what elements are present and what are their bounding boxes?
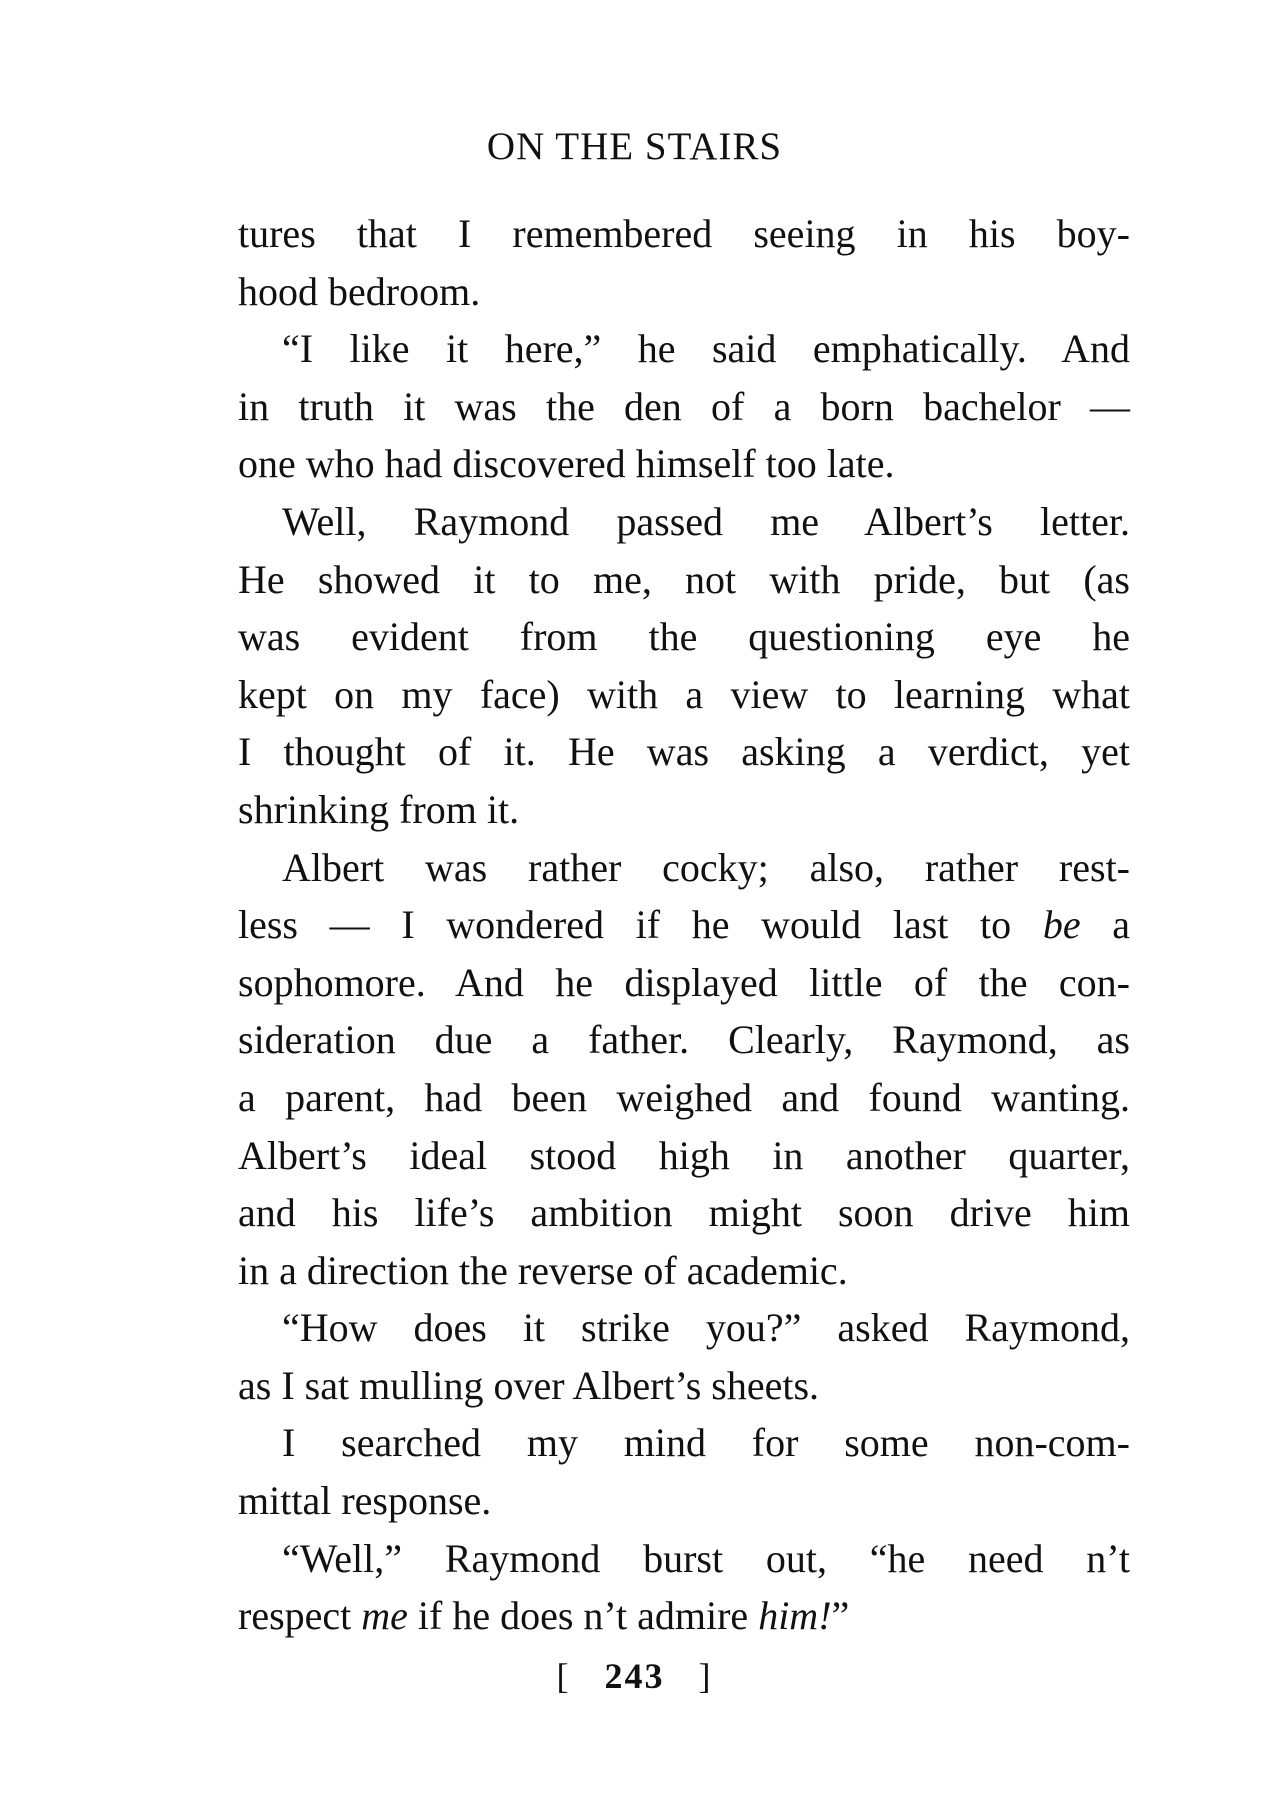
text-line: sideration due a father. Clearly, Raymond, as (238, 1017, 1130, 1063)
text-line: in truth it was the den of a born bachelor — (238, 383, 1130, 429)
text-line: I searched my mind for some non-com- (282, 1420, 1130, 1466)
text-line: a parent, had been weighed and found wanting. (238, 1074, 1130, 1120)
text-line: I thought of it. He was asking a verdict, yet (238, 729, 1130, 775)
folio-bracket-left: [ (556, 1656, 571, 1696)
text-line: shrinking from it. (238, 786, 520, 832)
folio-bracket-right: ] (698, 1656, 713, 1696)
text-line: tures that I remembered seeing in his boy- (238, 211, 1130, 256)
body-text (238, 205, 1130, 1645)
text-line: in a direction the reverse of academic. (238, 1247, 848, 1293)
text-line: and his life’s ambition might soon drive him (238, 1190, 1130, 1236)
text-line: was evident from the questioning eye he (238, 614, 1130, 660)
text-line: hood bedroom. (238, 268, 481, 314)
folio-number: 243 (604, 1656, 665, 1696)
text-line: “I like it here,” he said emphatically. And (282, 326, 1130, 372)
text-line: “Well,” Raymond burst out, “he need n’t (282, 1535, 1130, 1581)
text-line: Albert was rather cocky; also, rather rest- (282, 844, 1130, 890)
text-line: as I sat mulling over Albert’s sheets. (238, 1362, 820, 1408)
page-number (0, 1658, 1269, 1694)
text-line: kept on my face) with a view to learning what (238, 671, 1130, 717)
text-line: He showed it to me, not with pride, but (as (238, 556, 1130, 602)
text-line: respect me if he does n’t admire him!” (238, 1593, 850, 1639)
text-line: one who had discovered himself too late. (238, 441, 895, 487)
text-line: sophomore. And he displayed little of the con- (238, 959, 1130, 1005)
text-line: Albert’s ideal stood high in another quarter, (238, 1132, 1130, 1178)
running-head: ON THE STAIRS (486, 125, 783, 168)
text-line: “How does it strike you?” asked Raymond, (282, 1305, 1130, 1351)
text-line: less — I wondered if he would last to be a (238, 902, 1130, 948)
text-line: mittal response. (238, 1478, 492, 1524)
text-line: Well, Raymond passed me Albert’s letter. (282, 498, 1130, 544)
